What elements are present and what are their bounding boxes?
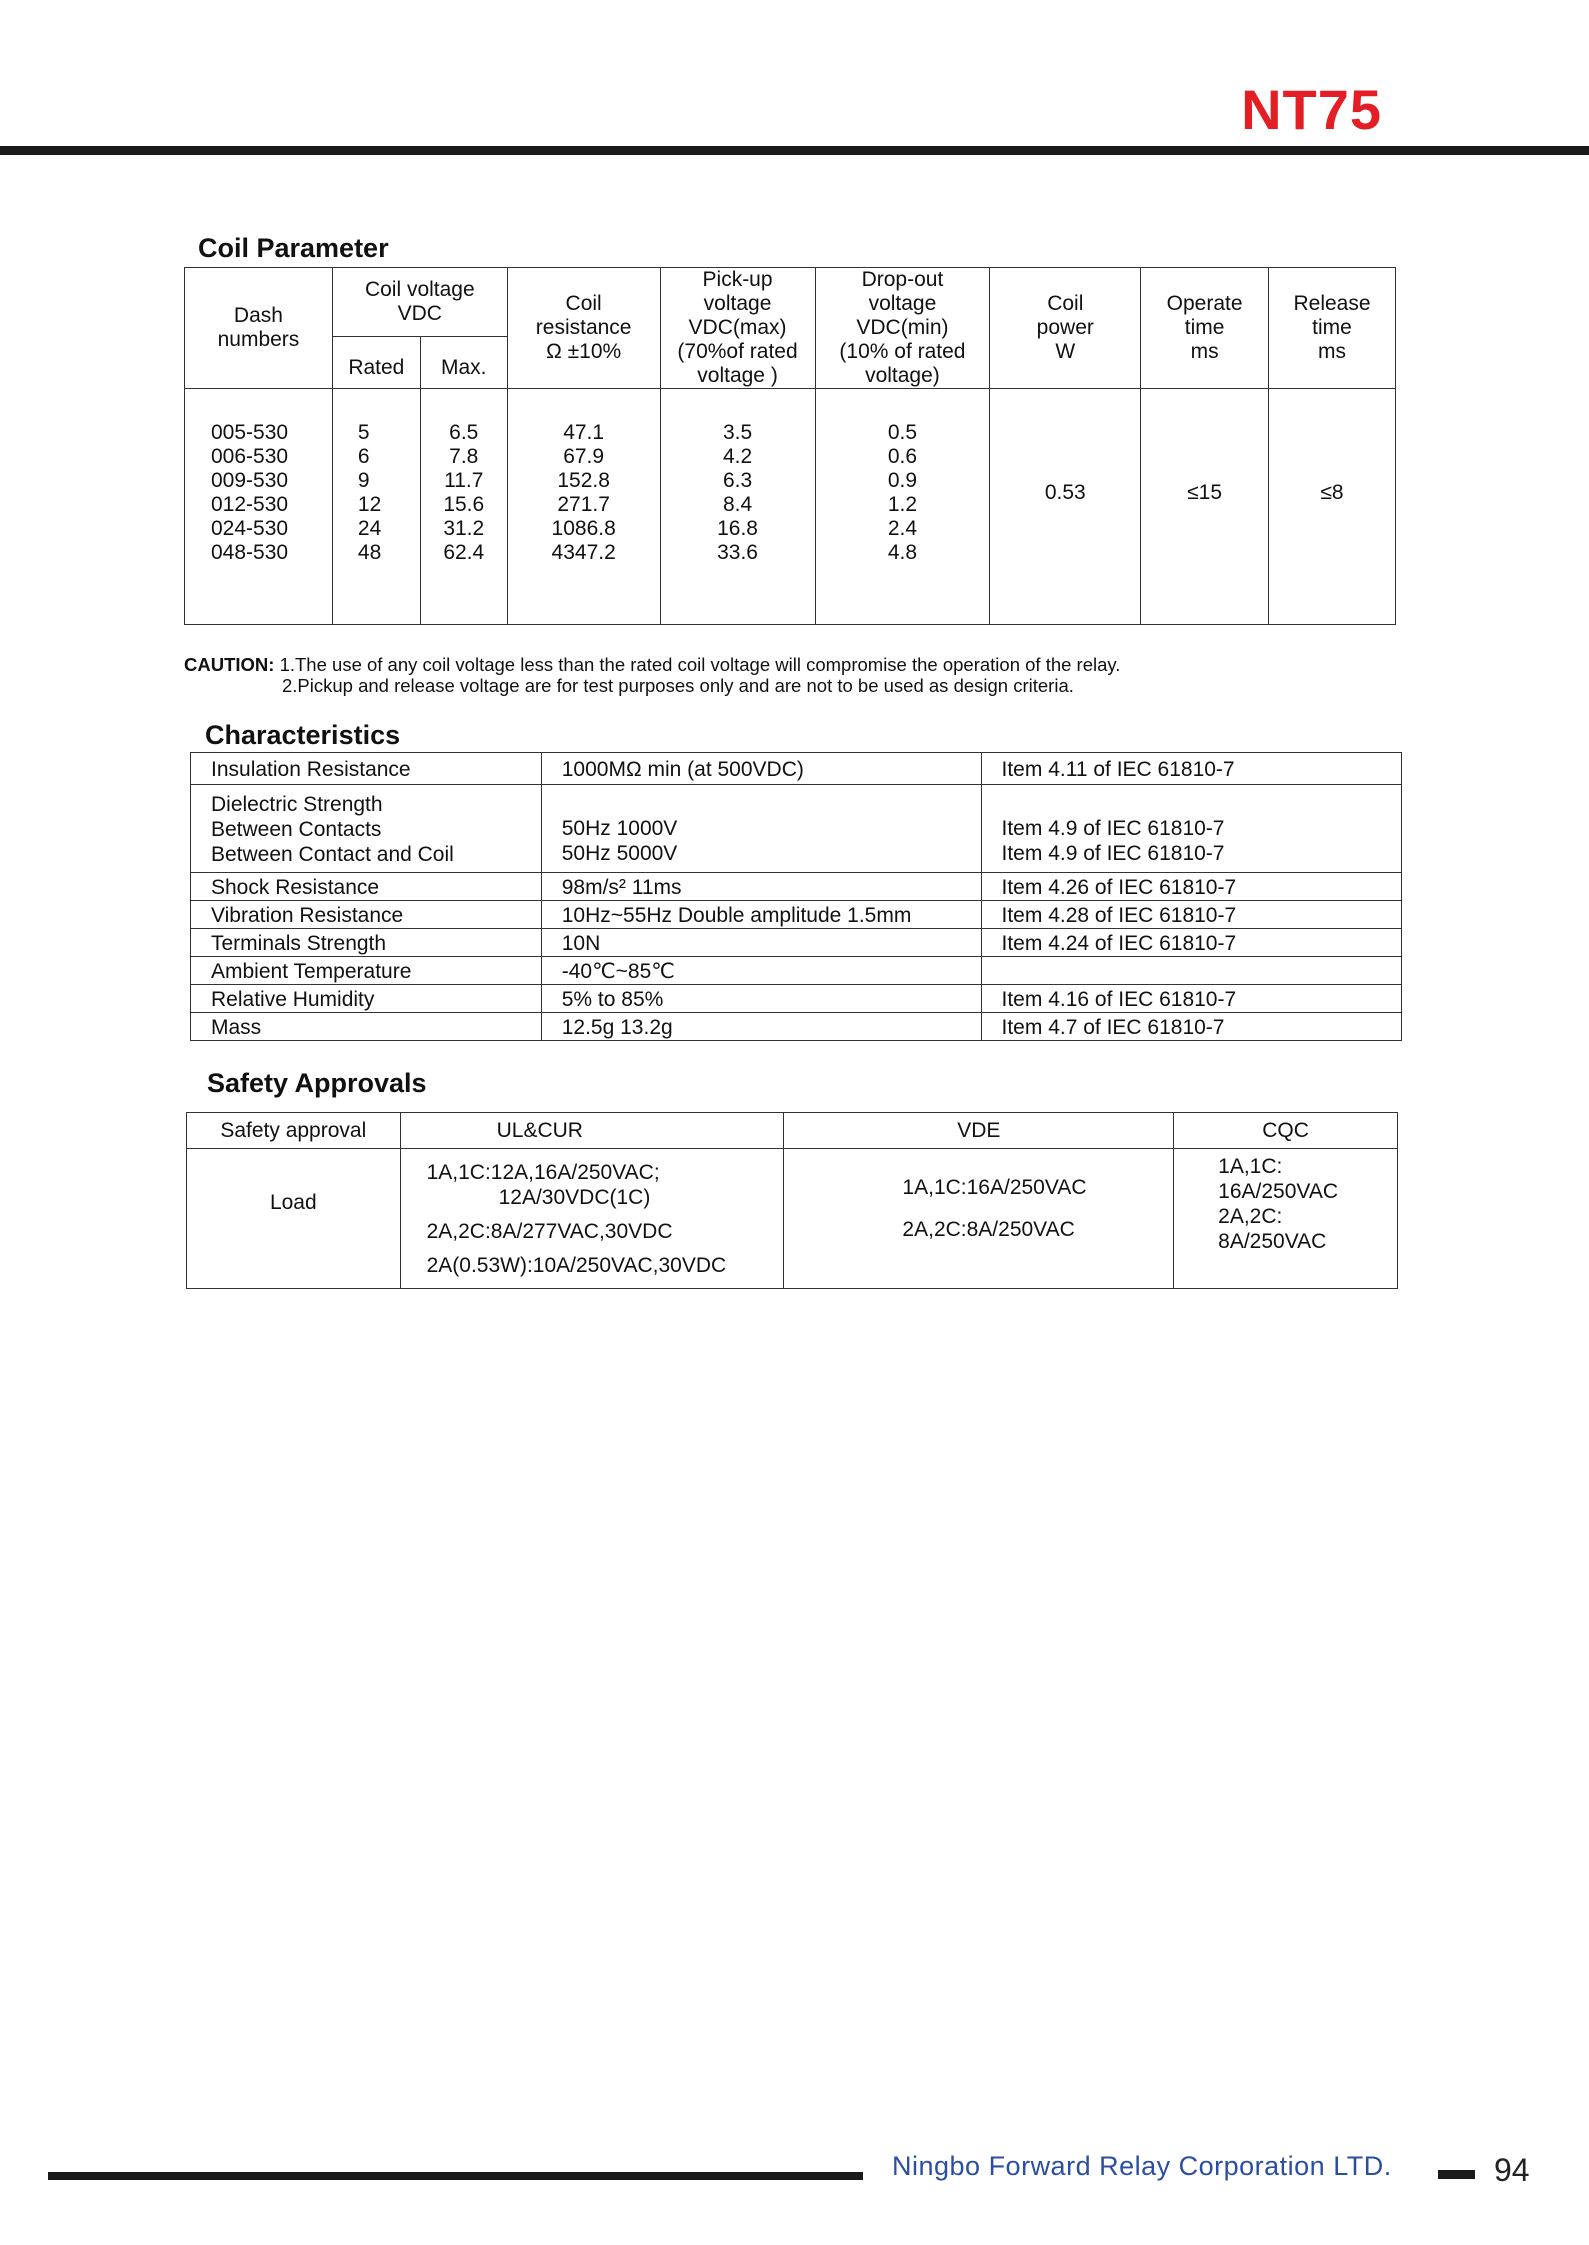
company-name: Ningbo Forward Relay Corporation LTD. <box>892 2151 1392 2181</box>
header-max: Max. <box>420 336 507 388</box>
characteristic-value: 5% to 85% <box>541 985 981 1013</box>
characteristic-value: 50Hz 1000V 50Hz 5000V <box>541 785 981 873</box>
caution-label: CAUTION: <box>184 654 275 675</box>
model-title: NT75 <box>1241 78 1382 141</box>
release-time-value: ≤8 <box>1269 389 1396 625</box>
ul-cur-ratings: 1A,1C:12A,16A/250VAC; 12A/30VDC(1C) 2A,2C:8A/277VAC,30VDC 2A(0.53W):10A/250VAC,30VDC <box>400 1149 784 1289</box>
header-release-time: Release time ms <box>1269 268 1396 389</box>
characteristic-reference: Item 4.28 of IEC 61810-7 <box>981 901 1401 929</box>
safety-section-title: Safety Approvals <box>207 1068 427 1098</box>
characteristic-value: 10Hz~55Hz Double amplitude 1.5mm <box>541 901 981 929</box>
characteristics-row <box>191 901 1402 929</box>
header-safety-approval: Safety approval <box>187 1113 401 1149</box>
characteristic-reference <box>981 957 1401 985</box>
characteristic-name: Relative Humidity <box>191 985 542 1013</box>
header-dropout-voltage: Drop-out voltage VDC(min) (10% of rated voltage) <box>815 268 990 389</box>
characteristic-reference: Item 4.26 of IEC 61810-7 <box>981 873 1401 901</box>
caution-item-1: 1.The use of any coil voltage less than the rated coil voltage will compromise the operation of the relay. <box>279 654 1121 675</box>
coil-section-title: Coil Parameter <box>198 233 389 263</box>
load-label: Load <box>187 1149 401 1289</box>
header-pickup-voltage: Pick-up voltage VDC(max) (70%of rated voltage ) <box>660 268 815 389</box>
page-number: 94 <box>1494 2152 1530 2188</box>
page-number-dash <box>1438 2170 1475 2179</box>
characteristic-value: 12.5g 13.2g <box>541 1013 981 1041</box>
header-coil-resistance: Coil resistance Ω ±10% <box>507 268 660 389</box>
characteristic-value: 1000MΩ min (at 500VDC) <box>541 753 981 785</box>
characteristic-name: Insulation Resistance <box>191 753 542 785</box>
header-rule <box>0 146 1589 155</box>
characteristic-reference: Item 4.9 of IEC 61810-7 Item 4.9 of IEC 61810-7 <box>981 785 1401 873</box>
dropout-voltage-list: 0.5 0.6 0.9 1.2 2.4 4.8 <box>815 389 990 625</box>
characteristics-row <box>191 957 1402 985</box>
characteristics-row <box>191 873 1402 901</box>
characteristics-table <box>190 752 1402 1041</box>
characteristic-name: Vibration Resistance <box>191 901 542 929</box>
max-voltage-list: 6.5 7.8 11.7 15.6 31.2 62.4 <box>420 389 507 625</box>
characteristic-value: 98m/s² 11ms <box>541 873 981 901</box>
characteristic-reference: Item 4.24 of IEC 61810-7 <box>981 929 1401 957</box>
cqc-ratings: 1A,1C: 16A/250VAC 2A,2C: 8A/250VAC <box>1174 1149 1398 1289</box>
operate-time-value: ≤15 <box>1141 389 1269 625</box>
safety-approvals-table <box>186 1112 1398 1289</box>
footer-rule <box>48 2172 863 2180</box>
vde-ratings: 1A,1C:16A/250VAC 2A,2C:8A/250VAC <box>784 1149 1174 1289</box>
dash-numbers-list: 005-530 006-530 009-530 012-530 024-530 048-530 <box>185 389 333 625</box>
coil-parameter-table <box>184 267 1396 625</box>
characteristic-name: Dielectric Strength Between Contacts Between Contact and Coil <box>191 785 542 873</box>
coil-power-value: 0.53 <box>990 389 1141 625</box>
header-rated: Rated <box>332 336 420 388</box>
header-coil-voltage: Coil voltage VDC <box>332 268 507 337</box>
header-ul-cur: UL&CUR <box>400 1113 784 1149</box>
characteristic-name: Mass <box>191 1013 542 1041</box>
characteristics-row <box>191 929 1402 957</box>
characteristic-reference: Item 4.16 of IEC 61810-7 <box>981 985 1401 1013</box>
characteristics-row <box>191 1013 1402 1041</box>
coil-resistance-list: 47.1 67.9 152.8 271.7 1086.8 4347.2 <box>507 389 660 625</box>
characteristic-reference: Item 4.11 of IEC 61810-7 <box>981 753 1401 785</box>
rated-voltage-list: 5 6 9 12 24 48 <box>332 389 420 625</box>
characteristic-value: 10N <box>541 929 981 957</box>
header-cqc: CQC <box>1174 1113 1398 1149</box>
characteristics-row <box>191 753 1402 785</box>
characteristic-value: -40℃~85℃ <box>541 957 981 985</box>
header-coil-power: Coil power W <box>990 268 1141 389</box>
header-operate-time: Operate time ms <box>1141 268 1269 389</box>
characteristic-name: Terminals Strength <box>191 929 542 957</box>
caution-item-2: 2.Pickup and release voltage are for test purposes only and are not to be used as design criteria. <box>282 675 1074 696</box>
characteristics-row <box>191 985 1402 1013</box>
characteristic-reference: Item 4.7 of IEC 61810-7 <box>981 1013 1401 1041</box>
characteristic-name: Shock Resistance <box>191 873 542 901</box>
characteristics-section-title: Characteristics <box>205 720 401 750</box>
caution-note <box>184 654 1120 696</box>
pickup-voltage-list: 3.5 4.2 6.3 8.4 16.8 33.6 <box>660 389 815 625</box>
header-vde: VDE <box>784 1113 1174 1149</box>
characteristic-name: Ambient Temperature <box>191 957 542 985</box>
characteristics-row <box>191 785 1402 873</box>
header-dash-numbers: Dash numbers <box>185 268 333 389</box>
